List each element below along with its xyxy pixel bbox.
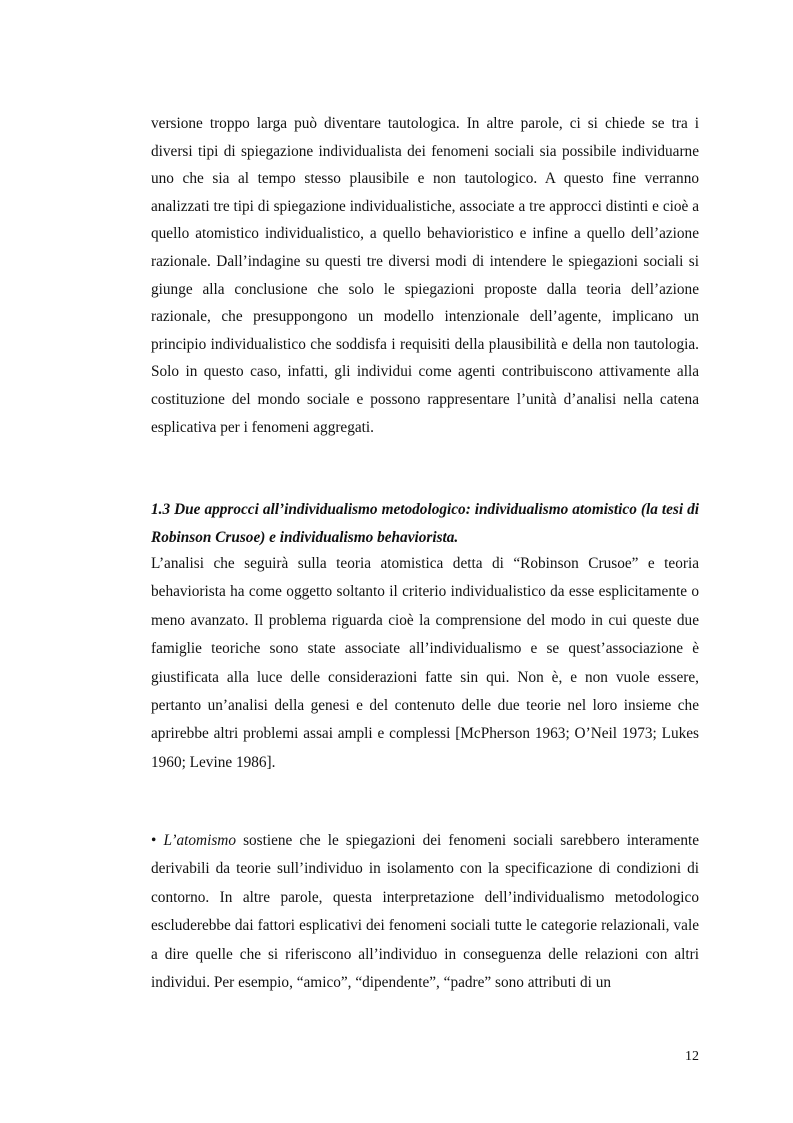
atomism-text: sostiene che le spiegazioni dei fenomeni sociali sarebbero interamente derivabili da teorie sull’individuo in isolamento con la specificazione di condizioni di contorno. In altre parole, questa interpretazione dell’individualismo metodologico escluderebbe dai fattori esplicativi dei fenomeni sociali tutte le categorie relazionali, vale a dire quelle che si riferiscono all’individuo in conseguenza delle relazioni con altri individui. Per esempio, “amico”, “dipendente”, “padre” sono attributi di un [151,832,700,992]
paragraph-intro: versione troppo larga può diventare tautologica. In altre parole, ci si chiede se tra i diversi tipi di spiegazione individualista dei fenomeni sociali sia possibile individuarne uno che sia al tempo stesso plausibile e non tautologico. A questo fine verranno analizzati tre tipi di spiegazione individualistiche, associate a tre approcci distinti e cioè a quello atomistico individualistico, a quello behavioristico e infine a quello dell’azione razionale. Dall’indagine su questi tre diversi modi di intendere le spiegazioni sociali si giunge alla conclusione che solo le spiegazioni proposte dalla teoria dell’azione razionale, che presuppongono un modello intenzionale dell’agente, implicano un principio individualistico che soddisfa i requisiti della plausibilità e della non tautologia. Solo in questo caso, infatti, gli individui come agenti contribuiscono attivamente alla costituzione del mondo sociale e possono rappresentare l’unità d’analisi nella catena esplicativa per i fenomeni aggregati. [151,115,699,436]
paragraph-atomism [151,827,699,997]
section-heading: 1.3 Due approcci all’individualismo metodologico: individualismo atomistico (la tesi di Robinson Crusoe) e individualismo behaviorista. [151,501,699,546]
page-number: 12 [685,1049,699,1064]
atomism-term: L’atomismo [163,832,236,849]
paragraph-analysis: L’analisi che seguirà sulla teoria atomistica detta di “Robinson Crusoe” e teoria behaviorista ha come oggetto soltanto il criterio individualistico da esse esplicitamente o meno avanzato. Il problema riguarda cioè la comprensione del modo in cui queste due famiglie teoriche sono state associate all’individualismo e se quest’associazione è giustificata alla luce delle considerazioni fatte sin qui. Non è, e non vuole essere, pertanto un’analisi della genesi e del contenuto delle due teorie nel loro insieme che aprirebbe altri problemi assai ampli e complessi [McPherson 1963; O’Neil 1973; Lukes 1960; Levine 1986]. [151,555,699,771]
bullet-icon: • [151,832,157,849]
